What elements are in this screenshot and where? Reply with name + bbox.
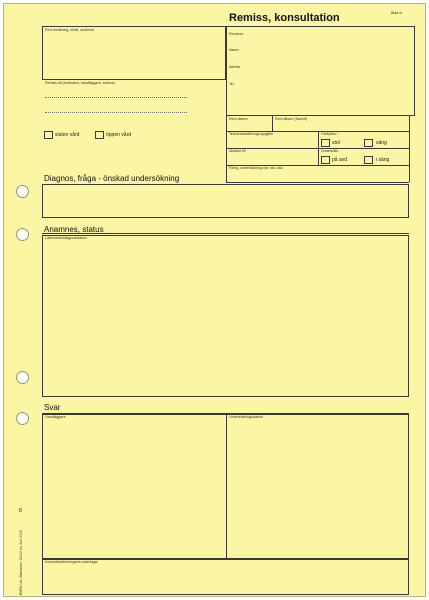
- handler-label: Handläggare: [45, 415, 66, 419]
- anamnesis-rule: [42, 233, 409, 234]
- receiver-line[interactable]: [45, 112, 187, 113]
- receiver-label: Remiss till (institution, handläggare, adress): [45, 81, 115, 85]
- closed-care-label: sluten vård: [55, 132, 80, 138]
- open-care-checkbox[interactable]: [95, 131, 104, 139]
- exam-date-label: Undersökningsdatum: [229, 415, 263, 419]
- chair-label: stol: [332, 140, 340, 146]
- in-bed-label: i säng: [376, 157, 390, 163]
- anamnesis-sublabel: Läkemedel/diagnos/datum: [45, 236, 88, 240]
- footer-code: BMFA 1b1, Blankettnr. 16002 ev. Juni 2019: [19, 530, 23, 595]
- grid-line: [272, 116, 273, 131]
- form-sheet: [3, 3, 426, 597]
- patient-box: [226, 26, 415, 116]
- grid-line: [409, 116, 410, 182]
- punch-hole: [16, 412, 29, 425]
- grid-line: [226, 116, 227, 182]
- bed-checkbox[interactable]: [364, 139, 373, 147]
- anamnesis-heading: Anamnes, status: [44, 225, 104, 234]
- grid-line: [226, 182, 409, 183]
- punch-hole: [16, 371, 29, 384]
- form-title: Remiss, konsultation: [229, 12, 340, 24]
- chair-checkbox[interactable]: [321, 139, 330, 147]
- doctor-label: Rem läkare (Namnf): [275, 117, 308, 121]
- previous-exam-label: Föreg. undersökning var, när, vad: [229, 166, 283, 170]
- ward-checkbox[interactable]: [321, 156, 330, 164]
- consult-notes-label: Konsultbedömningens noteringar: [45, 560, 98, 564]
- acute-label: Akutare till: [229, 149, 246, 153]
- phone-label: Tel.: [229, 82, 235, 86]
- answer-heading: Svar: [44, 403, 61, 412]
- transport-label: Förflyttas i: [321, 132, 338, 136]
- ward-label: på avd: [332, 157, 348, 163]
- date-label: Rem datum: [229, 117, 248, 121]
- phone-order-label: Telefonbeställningsuppgifter: [229, 132, 274, 136]
- diagnosis-heading: Diagnos, fråga - önskad undersökning: [44, 174, 180, 183]
- exam-label: Undersöks: [321, 149, 339, 153]
- closed-care-checkbox[interactable]: [44, 131, 53, 139]
- punch-hole: [16, 185, 29, 198]
- address-label: Adress: [229, 65, 241, 69]
- open-care-label: öppen vård: [106, 132, 132, 138]
- bed-label: säng: [376, 140, 387, 146]
- grid-line: [318, 131, 319, 165]
- punch-hole: [16, 228, 29, 241]
- personnr-label: Personnr: [229, 32, 244, 36]
- diagnosis-field[interactable]: [42, 184, 409, 218]
- answer-divider: [226, 414, 227, 559]
- name-label: Namn: [229, 48, 239, 52]
- page-number: 8: [19, 508, 22, 514]
- in-bed-checkbox[interactable]: [364, 156, 373, 164]
- anamnesis-field[interactable]: [42, 235, 409, 397]
- sender-field[interactable]: [42, 26, 226, 80]
- page-label: Blad nr: [391, 11, 403, 15]
- receiver-line[interactable]: [45, 97, 187, 98]
- sender-label: Rem inrättning, klinik, avd/mott: [45, 28, 95, 32]
